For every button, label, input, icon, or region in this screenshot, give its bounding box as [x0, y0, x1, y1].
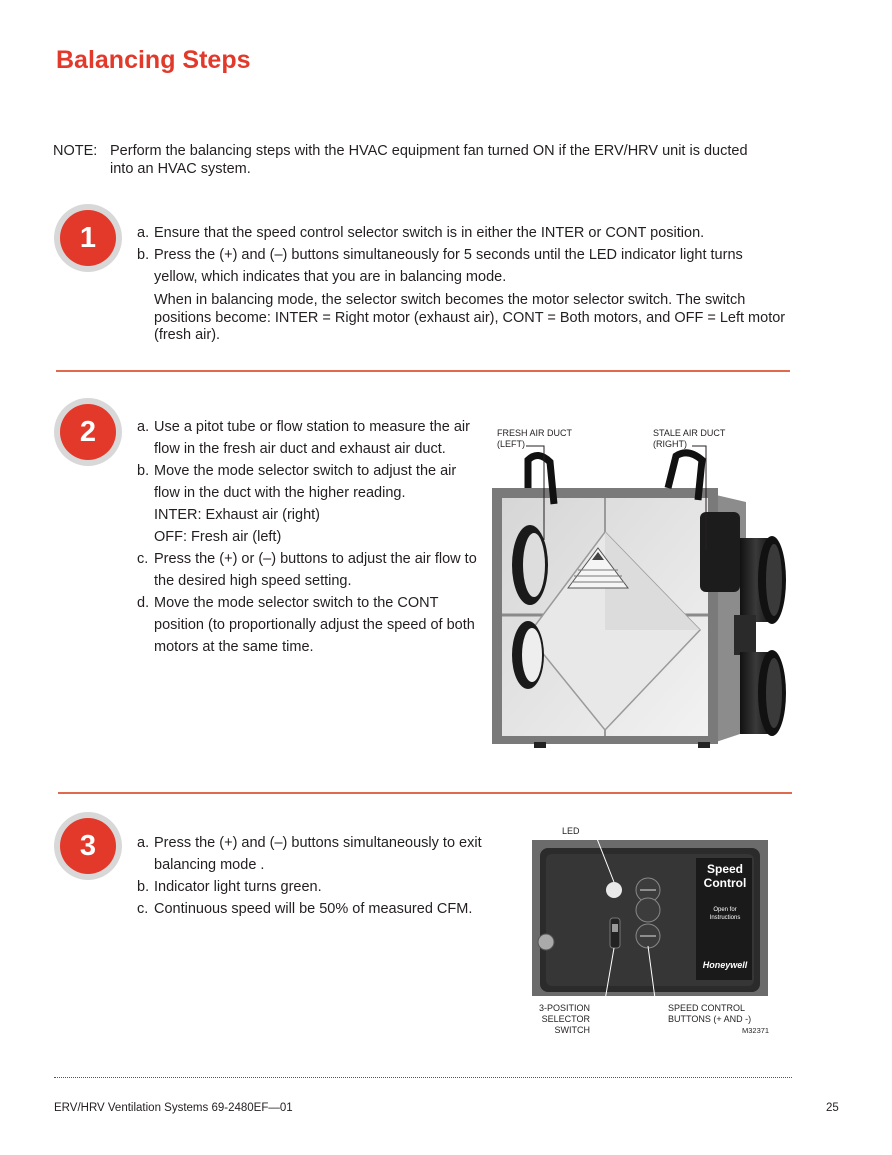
- section3-steps: [137, 832, 507, 920]
- list-item: d. Move the mode selector switch to the CONT position (to proportionally adjust the speed of both motors at the same time.: [137, 595, 475, 655]
- speed-control-image: [532, 840, 768, 996]
- erv-unit-image: [488, 440, 794, 750]
- honeywell-logo: Honeywell: [702, 960, 748, 970]
- page-title: Balancing Steps: [56, 46, 251, 74]
- list-item: b. Move the mode selector switch to adjust the air flow in the duct with the higher reading. INTER: Exhaust air (right) OFF: Fresh air (left): [137, 460, 477, 548]
- panel-title: Speed Control: [703, 862, 747, 890]
- list-item: b. Indicator light turns green.: [137, 879, 322, 895]
- section-divider: [58, 792, 792, 794]
- list-item: a. Use a pitot tube or flow station to measure the air flow in the fresh air duct and exhaust air duct.: [137, 419, 470, 457]
- list-item: a. Press the (+) and (–) buttons simultaneously to exit balancing mode .: [137, 835, 482, 873]
- step-badge-1: [54, 204, 122, 272]
- step-number-2: 2: [60, 404, 116, 460]
- step-number-3: 3: [60, 818, 116, 874]
- speed-control-buttons-label: SPEED CONTROL BUTTONS (+ AND -): [668, 1003, 752, 1024]
- page-number: 25: [826, 1102, 839, 1114]
- section2-steps: [137, 416, 477, 658]
- step-badge-3: [54, 812, 122, 880]
- note-text: Perform the balancing steps with the HVAC equipment fan turned ON if the ERV/HRV unit is ducted into an HVAC system.: [110, 143, 748, 177]
- section-divider: [56, 370, 790, 372]
- stale-air-duct-label: STALE AIR DUCT (RIGHT): [653, 428, 726, 449]
- footer-doc-title: ERV/HRV Ventilation Systems 69-2480EF—01: [54, 1102, 293, 1114]
- led-label: LED: [562, 826, 580, 836]
- figure-id: M32371: [742, 1026, 770, 1035]
- note-label: NOTE:: [53, 143, 98, 159]
- footer-divider: [54, 1077, 792, 1078]
- list-item: c. Continuous speed will be 50% of measured CFM.: [137, 901, 473, 917]
- step-badge-2: [54, 398, 122, 466]
- mode-off: OFF: Fresh air (left): [154, 529, 282, 545]
- list-item: b. Press the (+) and (–) buttons simultaneously for 5 seconds until the LED indicator light turns yellow, which indicates that you are in balancing mode.: [137, 247, 743, 285]
- panel-open-instructions: Open for Instructions: [709, 907, 741, 921]
- fresh-air-duct-label: FRESH AIR DUCT (LEFT): [497, 428, 573, 449]
- selector-switch-label: 3-POSITION SELECTOR SWITCH: [538, 1003, 590, 1035]
- step-number-1: 1: [60, 210, 116, 266]
- list-item: c. Press the (+) or (–) buttons to adjust the air flow to the desired high speed setting.: [137, 551, 477, 589]
- section1-steps: [137, 222, 787, 345]
- list-item: a. Ensure that the speed control selector switch is in either the INTER or CONT position.: [137, 225, 705, 241]
- mode-inter: INTER: Exhaust air (right): [154, 507, 320, 523]
- balancing-mode-paragraph: When in balancing mode, the selector switch becomes the motor selector switch. The switch positions become: INTER = Right motor (exhaust air), CONT = Both motors, and OFF = Left motor (fresh air).: [154, 292, 786, 343]
